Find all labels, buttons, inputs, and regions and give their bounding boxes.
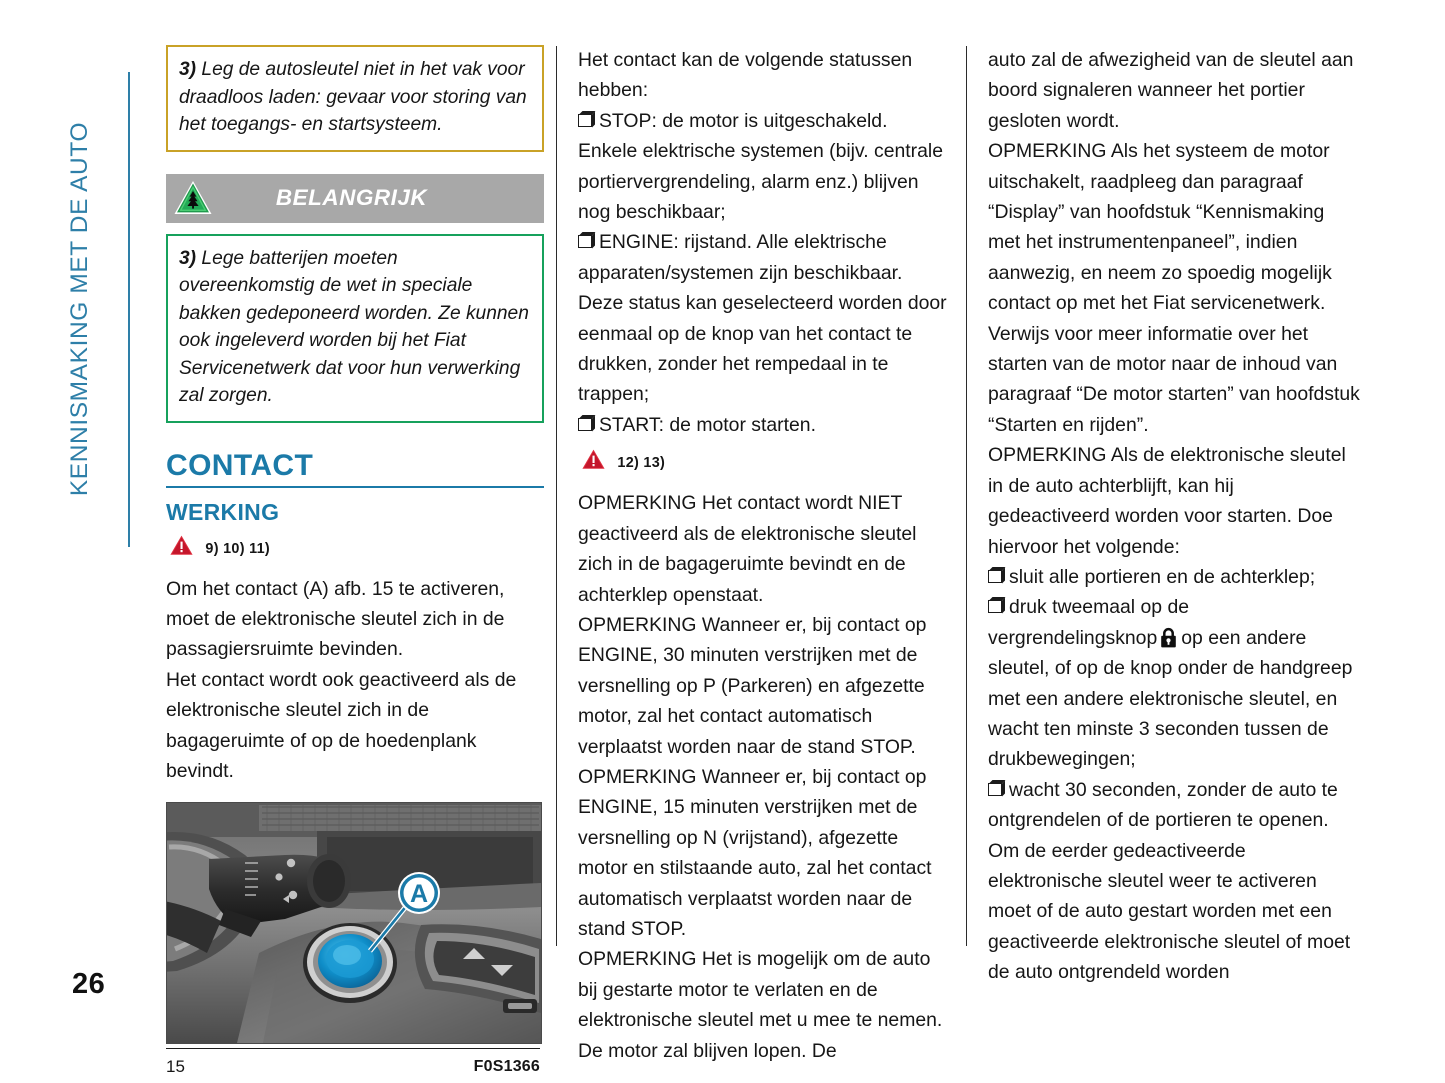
chapter-tab-rule <box>128 72 130 547</box>
middle-bullet-3 <box>578 410 948 440</box>
right-bullet-3 <box>988 775 1360 836</box>
important-callout-text: Lege batterijen moeten overeenkomstig de wet in speciale bakken gedeponeerd worden. Ze kunnen ook ingeleverd worden bij het Fiat Servicenetwerk dat voor hun verwerking zal zorgen. <box>179 247 529 406</box>
figure-code: F0S1366 <box>473 1058 540 1076</box>
middle-reference-numbers: 12) 13) <box>617 455 666 472</box>
chapter-tab <box>0 30 132 590</box>
middle-note-3: OPMERKING Wanneer er, bij contact op ENGINE, 15 minuten verstrijken met de versnelling op N (vrijstand), afgezette motor en stilstaande auto, zal het contact automatisch verplaatst worden naar de stand STOP. <box>578 765 932 940</box>
important-callout-ref: 3) <box>179 247 197 269</box>
column-divider-2 <box>966 46 967 946</box>
right-bullet-2-text-after: op een andere sleutel, of op de knop onder de handgreep met een andere elektronische sleutel, en wacht ten minste 3 seconden tussen de drukbewegingen; <box>988 626 1353 771</box>
square-bullet-icon <box>988 570 1002 583</box>
middle-bullet-1 <box>578 106 948 228</box>
warning-callout-box <box>166 45 544 152</box>
section-title: CONTACT <box>166 449 544 488</box>
warning-callout-ref: 3) <box>179 59 197 80</box>
right-column <box>988 45 1360 988</box>
warning-triangle-icon <box>168 540 200 562</box>
figure-caption <box>166 1048 540 1082</box>
middle-bullet-2 <box>578 227 948 409</box>
right-bullet-3-text: wacht 30 seconden, zonder de auto te ontgrendelen of de portieren te openen. <box>988 778 1338 832</box>
svg-text:A: A <box>409 880 429 909</box>
section-reference-line <box>168 533 544 563</box>
square-bullet-icon <box>988 783 1002 796</box>
middle-note-4: OPMERKING Het is mogelijk om de auto bij gestarte motor te verlaten en de elektronische sleutel met u mee te nemen. De motor zal blijven lopen. De <box>578 948 943 1062</box>
right-bullet-2-text-before: druk tweemaal op de vergrendelingsknop <box>988 596 1190 649</box>
important-callout-box <box>166 234 544 423</box>
section-subtitle: WERKING <box>166 498 280 525</box>
important-banner <box>166 174 544 223</box>
square-bullet-icon <box>578 235 592 248</box>
section-reference-numbers: 9) 10) 11) <box>205 540 270 557</box>
right-bullet-1 <box>988 562 1360 592</box>
important-banner-title: BELANGRIJK <box>275 184 428 210</box>
middle-bullet-3-text: START: de motor starten. <box>599 413 816 436</box>
page-number: 26 <box>72 968 106 1000</box>
chapter-tab-label: KENNISMAKING MET DE AUTO <box>66 121 93 497</box>
right-continuation: auto zal de afwezigheid van de sleutel aan boord signaleren wanneer het portier gesloten wordt. <box>988 49 1354 132</box>
middle-note-2: OPMERKING Wanneer er, bij contact op ENGINE, 30 minuten verstrijken met de versnelling op P (Parkeren) en afgezette motor, zal het contact automatisch verplaatst worden naar de stand STOP. <box>578 613 927 758</box>
column-divider-1 <box>556 46 557 946</box>
left-paragraph-1: Om het contact (A) afb. 15 te activeren, moet de elektronische sleutel zich in de passagiersruimte bevinden. <box>166 577 505 661</box>
figure-block <box>166 802 540 1082</box>
square-bullet-icon <box>578 114 592 127</box>
middle-reference-line <box>580 447 948 477</box>
left-paragraph-2: Het contact wordt ook geactiveerd als de elektronische sleutel zich in de bagageruimte of op de hoedenplank bevindt. <box>166 668 517 782</box>
right-note-2: OPMERKING Als de elektronische sleutel in de auto achterblijft, kan hij gedeactiveerd worden voor starten. Doe hiervoor het volgende: <box>988 444 1346 558</box>
right-closing: Om de eerder gedeactiveerde elektronische sleutel weer te activeren moet of de auto gestart worden met een geactiveerde elektronische sleutel of moet de auto ontgrendeld worden <box>988 839 1351 984</box>
left-column <box>166 45 544 1083</box>
square-bullet-icon <box>988 600 1002 613</box>
middle-column <box>578 45 948 1066</box>
right-bullet-1-text: sluit alle portieren en de achterklep; <box>1009 565 1316 588</box>
square-bullet-icon <box>578 418 592 431</box>
right-bullet-2 <box>988 592 1360 774</box>
environment-triangle-icon <box>173 179 213 217</box>
warning-callout-text: Leg de autosleutel niet in het vak voor draadloos laden: gevaar voor storing van het toegangs- en startsysteem. <box>179 59 527 135</box>
figure-number: 15 <box>166 1057 185 1077</box>
middle-intro: Het contact kan de volgende statussen hebben: <box>578 49 913 102</box>
right-note-1: OPMERKING Als het systeem de motor uitschakelt, raadpleeg dan paragraaf “Display” van hoofdstuk “Kennismaking met het instrumentenpaneel”, indien aanwezig, en neem zo spoedig mogelijk contact op met het Fiat servicenetwerk. Verwijs voor meer informatie over het starten van de motor naar de inhoud van paragraaf “De motor starten” van hoofdstuk “Starten en rijden”. <box>988 140 1360 436</box>
figure-image <box>166 802 542 1044</box>
middle-bullet-2-text: ENGINE: rijstand. Alle elektrische apparaten/systemen zijn beschikbaar. Deze status kan geselecteerd worden door eenmaal op de knop van het contact te drukken, zonder het rempedaal in te trappen; <box>578 231 947 406</box>
middle-bullet-1-text: STOP: de motor is uitgeschakeld. Enkele elektrische systemen (bijv. centrale portiervergrendeling, alarm enz.) blijven nog beschikbaar; <box>578 109 943 224</box>
middle-note-1: OPMERKING Het contact wordt NIET geactiveerd als de elektronische sleutel zich in de bagageruimte bevindt en de achterklep openstaat. <box>578 492 917 606</box>
warning-triangle-icon <box>580 454 612 476</box>
lock-icon <box>1160 627 1177 648</box>
